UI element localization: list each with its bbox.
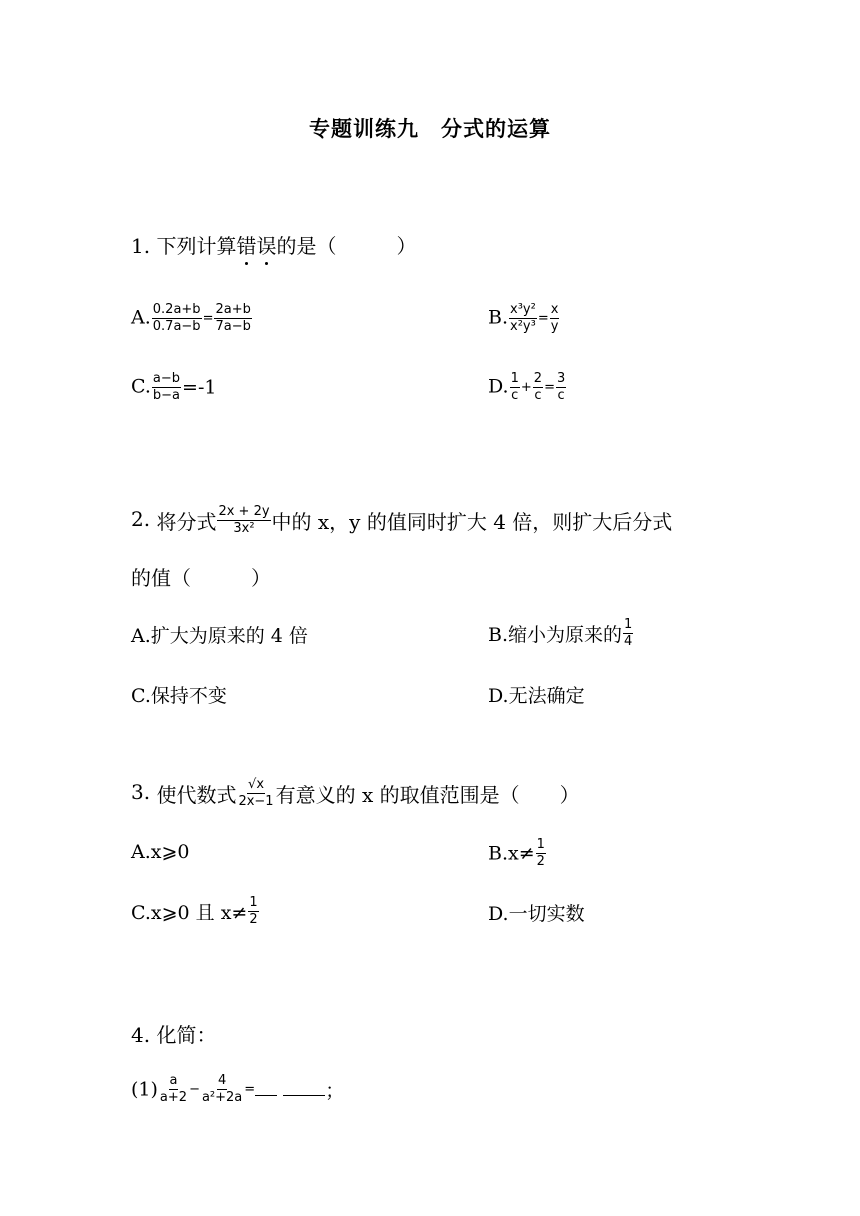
numerator: 4	[217, 1073, 227, 1088]
q3-option-d: D.一切实数	[488, 903, 585, 925]
fraction	[237, 777, 274, 810]
q3-option-a: A.x⩾0	[131, 841, 190, 863]
q3-option-b	[488, 837, 547, 870]
denominator: x²y³	[510, 319, 536, 334]
numerator: a−b	[152, 371, 181, 386]
stem-text: 下列计算	[156, 234, 237, 258]
fraction	[248, 895, 258, 928]
fraction	[509, 302, 537, 335]
option-text: B.x≠	[488, 842, 535, 865]
numerator: 1	[624, 617, 633, 632]
q1-option-b	[488, 302, 560, 335]
question-2-stem-cont: 的值（ ）	[131, 566, 271, 590]
numerator: x³y²	[510, 302, 536, 317]
question-4-stem	[131, 1019, 216, 1048]
numerator: 2x + 2y	[218, 504, 270, 519]
equals-sign: =	[537, 311, 549, 326]
denominator: c	[534, 388, 542, 403]
stem-text: 使代数式	[156, 783, 237, 807]
question-3-stem	[131, 777, 580, 810]
denominator: y	[550, 319, 559, 334]
numerator: 1	[510, 371, 519, 386]
fraction	[510, 371, 520, 404]
stem-text: 将分式	[156, 510, 217, 534]
punctuation: ；	[325, 1080, 345, 1102]
q2-option-b	[488, 617, 634, 650]
equals-sign: =	[544, 380, 555, 395]
fraction	[217, 504, 270, 537]
fraction	[536, 837, 546, 870]
denominator: a²+2a	[201, 1090, 243, 1105]
fraction	[550, 302, 560, 335]
fraction	[556, 371, 566, 404]
option-label: B.	[488, 306, 509, 329]
fraction	[152, 371, 181, 404]
q2-option-a: A.扩大为原来的 4 倍	[131, 625, 308, 647]
denominator: 4	[624, 634, 633, 649]
question-number: 1.	[131, 234, 151, 258]
numerator: 1	[249, 895, 258, 910]
q2-option-c: C.保持不变	[131, 685, 227, 707]
option-text: =-1	[182, 376, 217, 399]
numerator: x	[550, 302, 559, 317]
question-number: 2.	[131, 507, 151, 531]
equals-sign: =	[244, 1082, 256, 1097]
stem-text: 中的 x，y 的值同时扩大 4 倍，则扩大后分式	[271, 510, 673, 534]
q4-part-1	[131, 1073, 344, 1106]
numerator: 2	[533, 371, 543, 386]
stem-text: 的是（ ）	[276, 234, 417, 258]
option-label: A.	[131, 306, 151, 329]
fraction	[201, 1073, 243, 1106]
denominator: 3x²	[233, 521, 255, 536]
option-text: B.缩小为原来的	[488, 624, 623, 646]
numerator: a	[169, 1073, 178, 1088]
denominator: 2	[536, 854, 545, 869]
denominator: 0.7a−b	[152, 319, 201, 334]
q1-option-a	[131, 302, 253, 335]
numerator: √x	[248, 777, 265, 792]
numerator: 3	[556, 371, 566, 386]
question-number: 3.	[131, 780, 151, 804]
option-text: C.x⩾0 且 x≠	[131, 902, 248, 924]
numerator: 0.2a+b	[152, 302, 201, 317]
fraction	[533, 371, 543, 404]
denominator: 2x−1	[238, 794, 274, 809]
answer-blank[interactable]	[283, 1083, 325, 1096]
answer-blank[interactable]	[255, 1083, 277, 1096]
denominator: a+2	[159, 1090, 188, 1105]
denominator: c	[511, 388, 519, 403]
denominator: c	[557, 388, 565, 403]
q2-option-d: D.无法确定	[488, 685, 585, 707]
denominator: b−a	[152, 388, 181, 403]
plus-sign: +	[520, 380, 532, 395]
page-title: 专题训练九 分式的运算	[309, 117, 551, 141]
q1-option-d	[488, 371, 567, 404]
q3-option-c	[131, 895, 260, 928]
denominator: 7a−b	[215, 319, 251, 334]
part-label: (1)	[131, 1078, 158, 1101]
numerator: 1	[536, 837, 545, 852]
stem-text: 化简：	[156, 1023, 217, 1047]
question-number: 4.	[131, 1023, 151, 1047]
minus-sign: −	[189, 1082, 200, 1097]
stem-text: 有意义的 x 的取值范围是（ ）	[275, 783, 580, 807]
emphasis-char: 误	[256, 234, 277, 258]
fraction	[623, 617, 633, 650]
equals-sign: =	[202, 311, 214, 326]
denominator: 2	[249, 912, 258, 927]
option-label: D.	[488, 375, 509, 398]
fraction	[159, 1073, 188, 1106]
numerator: 2a+b	[215, 302, 251, 317]
emphasis-char: 错	[236, 234, 257, 258]
fraction	[152, 302, 202, 335]
question-2-stem	[131, 504, 672, 537]
question-1-stem	[131, 230, 416, 259]
fraction	[214, 302, 251, 335]
q1-option-c	[131, 371, 216, 404]
option-label: C.	[131, 375, 151, 398]
